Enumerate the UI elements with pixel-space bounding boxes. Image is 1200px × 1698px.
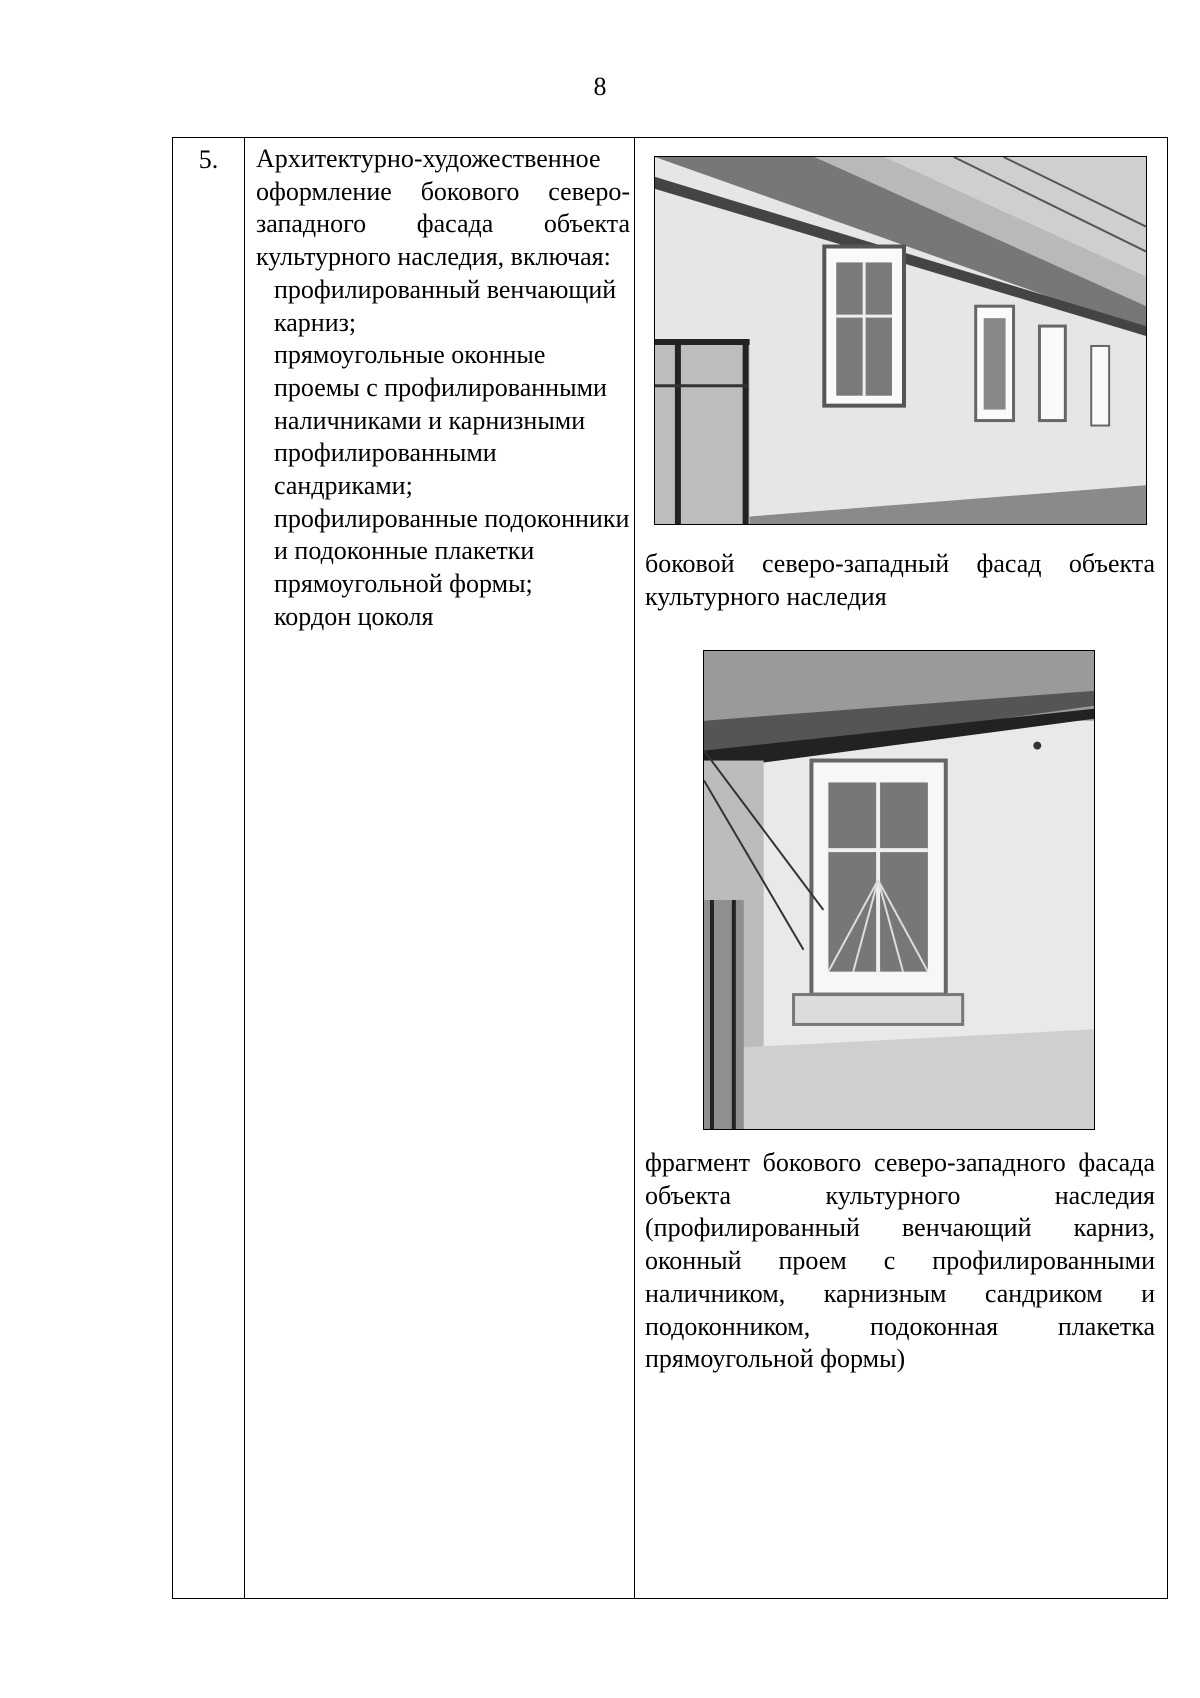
description-item: прямоугольные оконные проемы с профилированными наличниками и карнизными профилированными сандриками; — [274, 340, 607, 501]
description-item: кордон цоколя — [274, 601, 434, 631]
description-item: профилированные подоконники и подоконные плакетки прямоугольной формы; — [274, 503, 630, 599]
column-divider — [244, 138, 245, 1598]
row-number: 5. — [198, 145, 219, 174]
photos-cell — [634, 138, 1167, 1598]
facade-photo — [654, 156, 1147, 525]
photo-caption: фрагмент бокового северо-западного фасада объекта культурного наследия (профилированный венчающий карниз, оконный проем с профилированными наличником, карнизным сандриком и подоконником, подоконная плакетка прямоугольной формы) — [645, 1148, 1155, 1374]
window-fragment-photo — [703, 650, 1095, 1130]
facade-photo-image — [655, 157, 1146, 524]
heritage-table — [172, 137, 1168, 1599]
window-fragment-image — [704, 651, 1094, 1129]
page-number: 8 — [593, 72, 607, 101]
element-description — [256, 143, 630, 634]
description-item: профилированный венчающий карниз; — [274, 274, 617, 337]
photo-caption: боковой северо-западный фасад объекта культурного наследия — [645, 549, 1155, 611]
description-heading: Архитектурно-художественное оформление бокового северо-западного фасада объекта культурного наследия, включая: — [256, 144, 630, 272]
